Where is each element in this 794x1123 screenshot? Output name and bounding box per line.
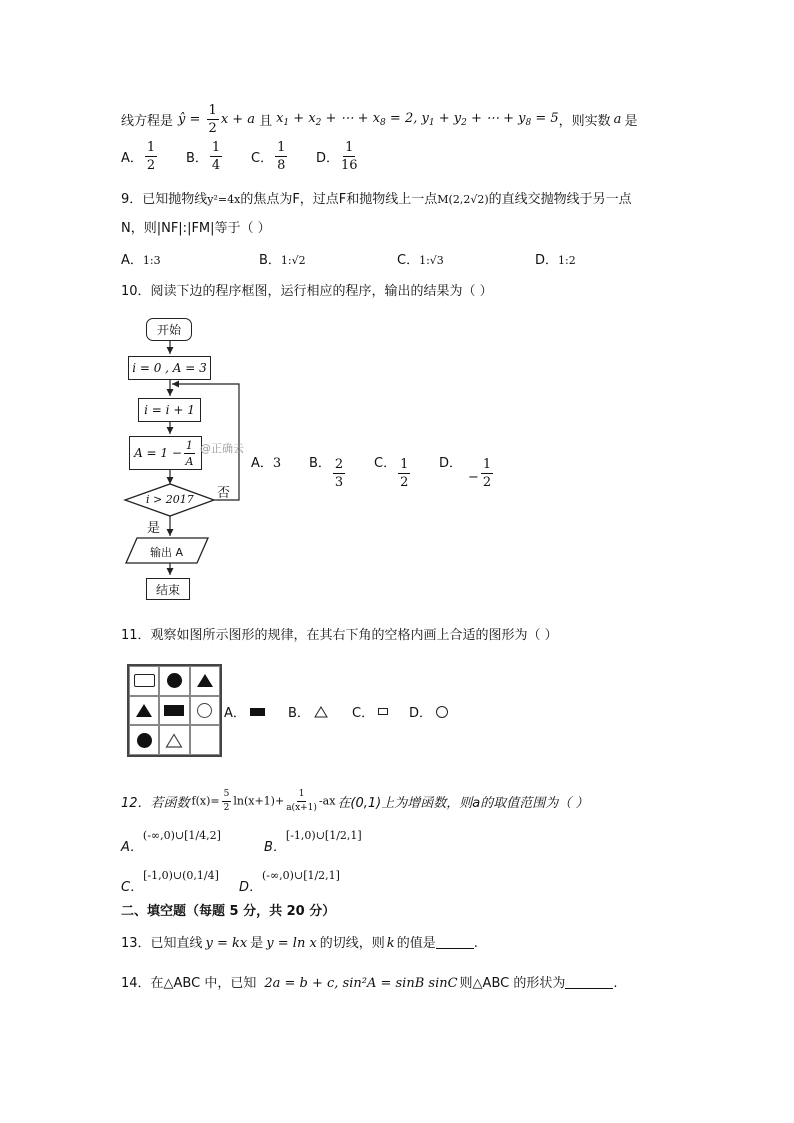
option-label: A． xyxy=(251,456,273,471)
option-den: 3 xyxy=(334,475,344,490)
q13-line-eq: y = kx xyxy=(205,936,248,951)
flow-watermark: @正确云 xyxy=(200,442,244,455)
filled-circle-icon xyxy=(137,733,152,748)
option-label: B． xyxy=(259,253,281,268)
q13-text-c: 的切线，则 xyxy=(319,936,385,951)
q13-curve-eq: y = ln x xyxy=(266,936,317,951)
q10-question: 10．阅读下边的程序框图，运行相应的程序，输出的结果为（ ） xyxy=(121,284,493,299)
assign-num: 1 xyxy=(185,438,193,452)
hollow-triangle-icon xyxy=(314,706,328,718)
filled-circle-icon xyxy=(167,673,182,688)
q12-function: f(x)= $\frac{5}{2}$ ln(x+1)+ $\frac{1}{a(x+1)}$ -ax xyxy=(191,789,336,813)
assign-prefix: A = 1 − xyxy=(134,446,182,460)
q9-text-c: 的直线交抛物线于另一点 xyxy=(488,192,632,207)
option-label: B． xyxy=(264,840,286,855)
q12-options-row1 xyxy=(121,826,362,855)
option-den: 2 xyxy=(482,475,492,490)
option-den: 2 xyxy=(400,475,409,490)
flow-end: 结束 xyxy=(146,578,190,600)
grid-cell xyxy=(129,666,159,696)
q11-option-b[interactable] xyxy=(288,702,352,721)
flow-no-label: 否 xyxy=(217,486,231,501)
grid-cell xyxy=(129,725,159,755)
grid-cell xyxy=(159,725,189,755)
option-label: C． xyxy=(352,706,375,721)
q9-text-a: 9．已知抛物线 xyxy=(121,192,208,207)
q12-option-b[interactable] xyxy=(264,826,362,855)
assign-den: A xyxy=(185,454,194,468)
q8-prefix: 线方程是 xyxy=(121,114,174,129)
option-num: 2 xyxy=(334,457,344,472)
q10-option-a[interactable] xyxy=(251,452,281,471)
q11-option-d[interactable] xyxy=(409,702,469,721)
option-label: C． xyxy=(251,151,274,166)
option-value: [-1,0)∪(0,1/4] xyxy=(143,869,219,882)
option-label: B． xyxy=(288,706,310,721)
q13-text-d: 的值是 xyxy=(396,936,436,951)
hollow-circle-icon xyxy=(436,706,448,718)
q8-and: 且 xyxy=(259,114,273,129)
grid-cell xyxy=(159,696,189,726)
filled-triangle-icon xyxy=(135,703,153,718)
flow-assign xyxy=(129,436,202,470)
q14-question xyxy=(121,972,617,991)
hollow-small-rectangle-icon xyxy=(378,708,388,715)
flow-step: i = i + 1 xyxy=(138,398,201,422)
q11-option-c[interactable] xyxy=(352,702,409,721)
option-label: D． xyxy=(239,880,263,895)
option-label: A． xyxy=(121,840,143,855)
option-num: 1 xyxy=(400,457,409,472)
q12-option-c[interactable] xyxy=(121,866,239,895)
q12-question xyxy=(121,790,588,813)
hollow-triangle-icon xyxy=(165,733,183,748)
q13-period: . xyxy=(473,936,478,951)
q14-answer-blank[interactable] xyxy=(565,976,613,989)
option-label: A． xyxy=(121,253,143,268)
q9-line2: N，则|NF|:|FM|等于（ ） xyxy=(121,221,271,236)
option-value: [-1,0)∪[1/2,1] xyxy=(285,829,362,842)
q8-var-a: a xyxy=(613,112,622,127)
q13-text-b: 是 xyxy=(250,936,264,951)
q8-option-a[interactable]: A． $\frac{1}{2}$ xyxy=(121,140,156,173)
option-label: D． xyxy=(409,706,433,721)
grid-cell xyxy=(190,666,220,696)
option-value: 1:√3 xyxy=(419,254,444,267)
option-num: 1 xyxy=(482,457,492,472)
q9-text-b: 的焦点为F，过点F和抛物线上一点 xyxy=(240,192,438,207)
grid-cell xyxy=(159,666,189,696)
option-value: (-∞,0)∪[1/2,1] xyxy=(262,869,340,882)
option-label: D． xyxy=(316,151,340,166)
flow-start: 开始 xyxy=(146,318,192,341)
flow-output: 输出 A xyxy=(150,546,184,559)
hollow-rectangle-icon xyxy=(134,674,155,687)
hollow-circle-icon xyxy=(197,703,212,718)
option-label: C． xyxy=(397,253,420,268)
option-sign: − xyxy=(468,470,479,485)
q13-answer-blank[interactable] xyxy=(436,936,474,949)
option-value: 1:3 xyxy=(142,254,161,267)
q10-option-c[interactable] xyxy=(374,452,412,489)
q12-mid: 在(0,1)上为增函数，则a的取值范围为（ ） xyxy=(337,796,589,811)
q8-option-d[interactable]: D． $\frac{1}{16}$ xyxy=(316,140,358,173)
q13-var-k: k xyxy=(386,936,395,951)
filled-rectangle-icon xyxy=(164,705,184,716)
q14-text-b: 则△ABC 的形状为 xyxy=(459,976,566,991)
section-heading: 二、填空题（每题 5 分，共 20 分） xyxy=(121,904,336,919)
option-value: (-∞,0)∪[1/4,2] xyxy=(142,829,221,842)
filled-rectangle-icon xyxy=(250,708,265,716)
filled-triangle-icon xyxy=(196,673,214,688)
option-value: 1:2 xyxy=(558,254,576,267)
q11-options xyxy=(224,702,469,721)
q12-option-a[interactable] xyxy=(121,826,264,855)
q12-option-d[interactable] xyxy=(239,866,340,895)
option-value: 3 xyxy=(272,456,282,471)
option-label: C． xyxy=(121,880,144,895)
q11-pattern-grid xyxy=(127,664,222,757)
option-label: A． xyxy=(121,151,143,166)
q14-period: . xyxy=(613,976,618,991)
option-value: 1:√2 xyxy=(280,254,306,267)
q12-options-row2 xyxy=(121,866,340,895)
q13-text-a: 13．已知直线 xyxy=(121,936,203,951)
q10-option-b[interactable] xyxy=(309,452,347,489)
q8-suffix: ，则实数 xyxy=(558,114,611,129)
q9-parabola: y²=4x xyxy=(207,193,241,206)
q8-option-c[interactable]: C． $\frac{1}{8}$ xyxy=(251,140,286,173)
flow-condition: i > 2017 xyxy=(146,493,194,506)
option-label: B． xyxy=(309,456,331,471)
option-label: A． xyxy=(224,706,246,721)
option-label: B． xyxy=(186,151,208,166)
grid-cell xyxy=(190,696,220,726)
q11-question: 11．观察如图所示图形的规律，在其右下角的空格内画上合适的图形为（ ） xyxy=(121,628,558,643)
q12-prefix: 12．若函数 xyxy=(121,796,190,811)
q8-regression-eq: ŷ = $\frac{1}{2}$ x + a xyxy=(178,103,256,136)
q8-option-b[interactable]: B． $\frac{1}{4}$ xyxy=(186,140,221,173)
flow-init: i = 0 , A = 3 xyxy=(128,356,211,380)
option-label: D． xyxy=(535,253,559,268)
q9-point: M(2,2√2) xyxy=(437,193,489,206)
q14-text-a: 14．在△ABC 中，已知 xyxy=(121,976,257,991)
q14-condition-eq: 2a = b + c, sin²A = sinB sinC xyxy=(264,976,458,991)
grid-cell xyxy=(129,696,159,726)
q13-question xyxy=(121,932,478,951)
option-label: C． xyxy=(374,456,397,471)
q10-option-d[interactable] xyxy=(439,452,495,489)
option-label: D． xyxy=(439,456,463,471)
q11-option-a[interactable] xyxy=(224,702,288,721)
grid-cell-empty[interactable] xyxy=(190,725,220,755)
flow-yes-label: 是 xyxy=(147,521,161,536)
q8-sum-eq: $x_1 + x_2$ + ⋯ + $x_8 = 2$, $y_1 + y_2$ + ⋯ + $y_8 = 5$ xyxy=(276,111,559,128)
q8-is: 是 xyxy=(624,114,638,129)
